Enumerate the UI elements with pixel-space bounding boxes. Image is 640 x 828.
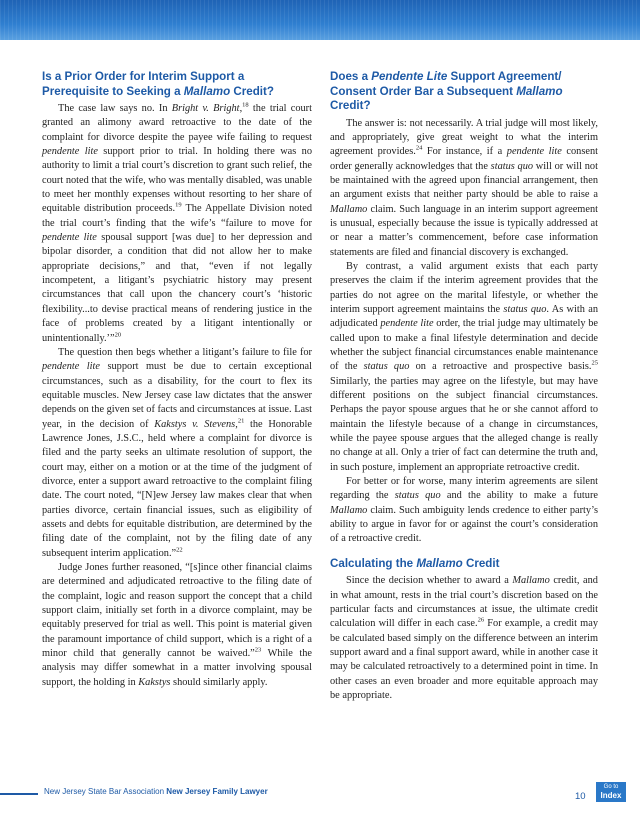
go-to-label: Go to [603,784,619,790]
paragraph: Since the decision whether to award a Mallamo credit, and in what amount, rests in the trial court’s discretion based on the particular facts and circumstances at issue, the ultimate credit calculation will differ in each case.$^{26}$ For example, a credit may be calculated based simply on the difference between an interim support award and a final support award, while in another case it may be calculated retroactively to a determined point in time. In other cases an even broader and more equitable approach may be appropriate. [330,575,598,702]
paragraph: By contrast, a valid argument exists that each party preserves the claim if the interim agreement provides that the parties do not agree on the marital lifestyle, or whether the interim support agreement maintains the status quo. As with an adjudicated pendente lite order, the trial judge may ultimately be called upon to make a final lifestyle determination and decide whether the subject financial circumstances enable maintenance of the status quo on a retroactive and prospective basis.$^{25}$ Similarly, the parties may agree on the lifestyle, but may have different positions on the subject financial circumstances. Perhaps the payor spouse argues that he or she cannot afford to maintain the lifestyle because of a change in circumstances, while the payee spouse argues that the alleged change is really no change at all. Only a trier of fact can determine the truth and, in such posture, implement an appropriate retroactive credit. [330,260,599,473]
section-heading-prior-order: Is a Prior Order for Interim Support a Prerequisite to Seeking a Mallamo Credit? [42,70,274,98]
paragraph: For better or for worse, many interim agreements are silent regarding the status quo and the ability to make a future Mallamo claim. Such ambiguity lends credence to either party’s ability to argue in favor for or against the court’s consideration of a retroactive credit. [330,476,598,545]
paragraph: The question then begs whether a litigant’s failure to file for pendente lite support must be due to certain exceptional circumstances, such as a disability, for the court to flex its equitable muscles. New Jersey case law dictates that the answer depends on the given set of facts and circumstances at issue. Last year, in the decision of Kakstys v. Stevens,$^{21}$ the Honorable Lawrence Jones, J.S.C., held where a complaint for divorce is filed and the party seeks an ultimate resolution of support, the court may, either on a motion or at the time of the judgment of divorce, enter a support award retroactive to the complaint filing date. The court noted, “[N]ew Jersey law makes clear that when parties divorce, certain financial issues, such as eligibility of assets and debts for equitable distribution, are determined by the filing date of the complaint, not by the filing date of any subsequent interim application.”$^{22}$ [42,346,313,559]
footer-publication [44,787,268,796]
paragraph: The answer is: not necessarily. A trial judge will most likely, and appropriately, give great weight to what the interim agreement provides.$^{24}$ For instance, if a pendente lite consent order generally acknowledges that the status quo will or will not be maintained with the agreed upon financial arrangement, then an argument exists that neither party should be able to raise a Mallamo claim. Such language in an interim support agreement is unusual, especially because the issue is typically addressed at or near a matter’s commencement, before case information statements are filed and financial discovery is exchanged. [330,117,599,258]
footer-rule [0,793,38,795]
left-column [42,70,312,690]
go-to-index-button[interactable] [596,782,626,802]
right-column [330,70,598,703]
paragraph: The case law says no. In Bright v. Bright,$^{18}$ the trial court granted an alimony award retroactive to the date of the complaint for divorce despite the payee wife failing to request pendente lite support prior to trial. In holding there was no authority to limit a trial court’s discretion to grant such relief, the court noted that the wife, who was mentally disabled, was unable to meet her monthly expenses without resorting to her share of equitable distribution proceeds.$^{19}$ The Appellate Division noted the trial court’s finding that the wife’s “failure to move for pendente lite spousal support [was due] to her depression and bipolar disorder, a condition that did not allow her to make appropriate decisions,” and that, “even if not legally incompetent, a litigant’s psychiatric history may present circumstances that call upon the chancery court’s ‘historic flexibility...to devise practical means of rendering justice in the face of problems created by a litigant intentionally or unintentionally.’”$^{20}$ [42,101,313,344]
section-heading-consent-order: Does a Pendente Lite Support Agreement/ Consent Order Bar a Subsequent Mallamo Credit? [330,70,563,112]
section-heading-calculating: Calculating the Mallamo Credit [330,556,500,570]
paragraph: Judge Jones further reasoned, “[s]ince other financial claims are determined and adjudicated retroactive to the filing date of the complaint, logic and reason support the concept that a child support claim, initially set forth in a divorce complaint, may be equitably preserved for trial as well. This point is material given the paramount importance of child support, which is a right of a minor child that generally cannot be waived.”$^{23}$ While the analysis may differ somewhat in a matter involving spousal support, the holding in Kakstys should similarly apply. [42,562,312,688]
footer-association: New Jersey State Bar Association [44,787,165,796]
header-band [0,0,640,40]
page-number: 10 [575,791,586,802]
spacer [330,547,598,557]
footer-publication-title: New Jersey Family Lawyer [166,787,268,796]
page-footer [0,787,640,807]
index-label: Index [600,791,622,800]
